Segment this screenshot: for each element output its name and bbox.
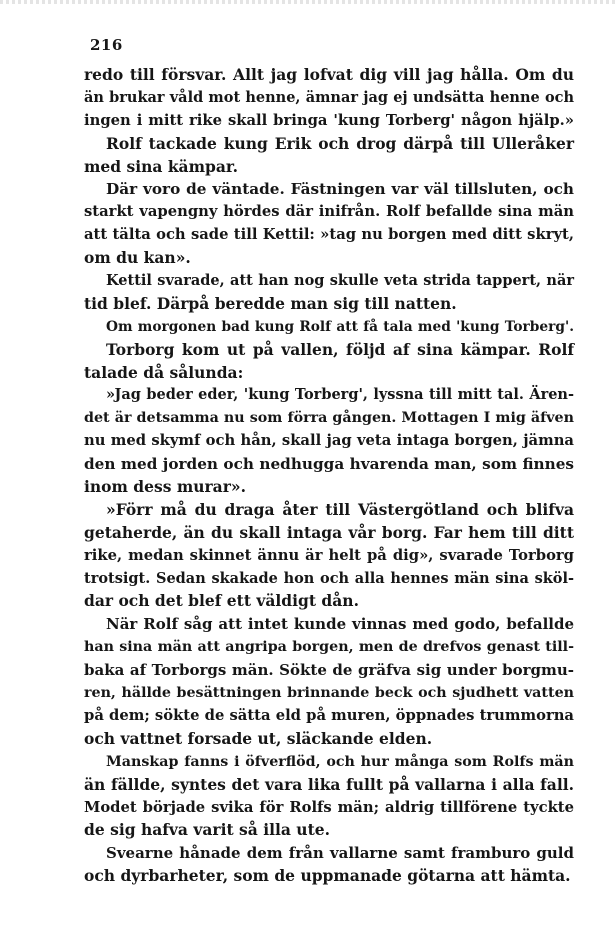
- text-line: Svearne hånade dem från vallarne samt framburo guld: [106, 844, 574, 863]
- text-line: Manskap fanns i öfverflöd, och hur många som Rolfs män: [106, 753, 574, 770]
- text-line: rike, medan skinnet ännu är helt på dig», svarade Torborg: [84, 546, 574, 564]
- text-line: redo till försvar. Allt jag lofvat dig vill jag hålla. Om du: [84, 65, 574, 84]
- text-line: »Förr må du draga åter till Västergötland och blifva: [106, 499, 574, 519]
- text-line: än fällde, syntes det vara lika fullt på vallarna i alla fall.: [84, 774, 574, 794]
- text-line: inom dess murar».: [84, 477, 246, 497]
- text-line: talade då sålunda:: [84, 362, 244, 382]
- text-line: Rolf tackade kung Erik och drog därpå till Ulleråker: [106, 133, 574, 153]
- text-line: om du kan».: [84, 248, 191, 268]
- text-line: dar och det blef ett väldigt dån.: [84, 591, 359, 611]
- text-line: och vattnet forsade ut, släckande elden.: [84, 728, 433, 748]
- text-line: nu med skymf och hån, skall jag veta intaga borgen, jämna: [84, 432, 574, 450]
- text-line: trotsigt. Sedan skakade hon och alla hennes män sina sköl-: [84, 569, 574, 587]
- text-line: Modet började svika för Rolfs män; aldrig tillförene tyckte: [84, 798, 574, 816]
- text-line: och dyrbarheter, som de uppmanade götarna att hämta.: [84, 866, 571, 886]
- text-line: den med jorden och nedhugga hvarenda man, som finnes: [84, 455, 574, 474]
- text-line: det är detsamma nu som förra gången. Mottagen I mig äfven: [84, 410, 574, 427]
- text-line: att tälta och sade till Kettil: »tag nu borgen med ditt skryt,: [84, 226, 574, 244]
- text-line: starkt vapengny hördes där inifrån. Rolf befallde sina män: [84, 203, 574, 221]
- text-line: Kettil svarade, att han nog skulle veta strida tappert, när: [106, 272, 574, 290]
- text-line: än brukar våld mot henne, ämnar jag ej undsätta henne och: [84, 88, 574, 106]
- text-line: ingen i mitt rike skall bringa 'kung Torberg' någon hjälp.»: [84, 111, 574, 129]
- text-line: getaherde, än du skall intaga vår borg. Far hem till ditt: [84, 522, 574, 542]
- text-line: baka af Torborgs män. Sökte de gräfva sig under borgmu-: [84, 661, 574, 680]
- text-line: ren, hällde besättningen brinnande beck och sjudhett vatten: [84, 685, 574, 702]
- page-number: 216: [90, 36, 123, 54]
- text-line: Om morgonen bad kung Rolf att få tala med 'kung Torberg'.: [106, 318, 574, 335]
- text-line: de sig hafva varit så illa ute.: [84, 820, 330, 840]
- text-line: Där voro de väntade. Fästningen var väl tillsluten, och: [106, 180, 574, 199]
- text-line: Torborg kom ut på vallen, följd af sina kämpar. Rolf: [106, 339, 574, 359]
- text-line: När Rolf såg att intet kunde vinnas med godo, befallde: [106, 615, 574, 634]
- page-top-edge: [0, 0, 616, 4]
- text-line: på dem; sökte de sätta eld på muren, öppnades trummorna: [84, 706, 574, 724]
- body-text: [84, 64, 574, 888]
- text-line: han sina män att angripa borgen, men de drefvos genast till-: [84, 639, 574, 656]
- text-line: »Jag beder eder, 'kung Torberg', lyssna till mitt tal. Ären-: [106, 386, 574, 404]
- text-line: tid blef. Därpå beredde man sig till natten.: [84, 293, 457, 313]
- text-line: med sina kämpar.: [84, 156, 239, 176]
